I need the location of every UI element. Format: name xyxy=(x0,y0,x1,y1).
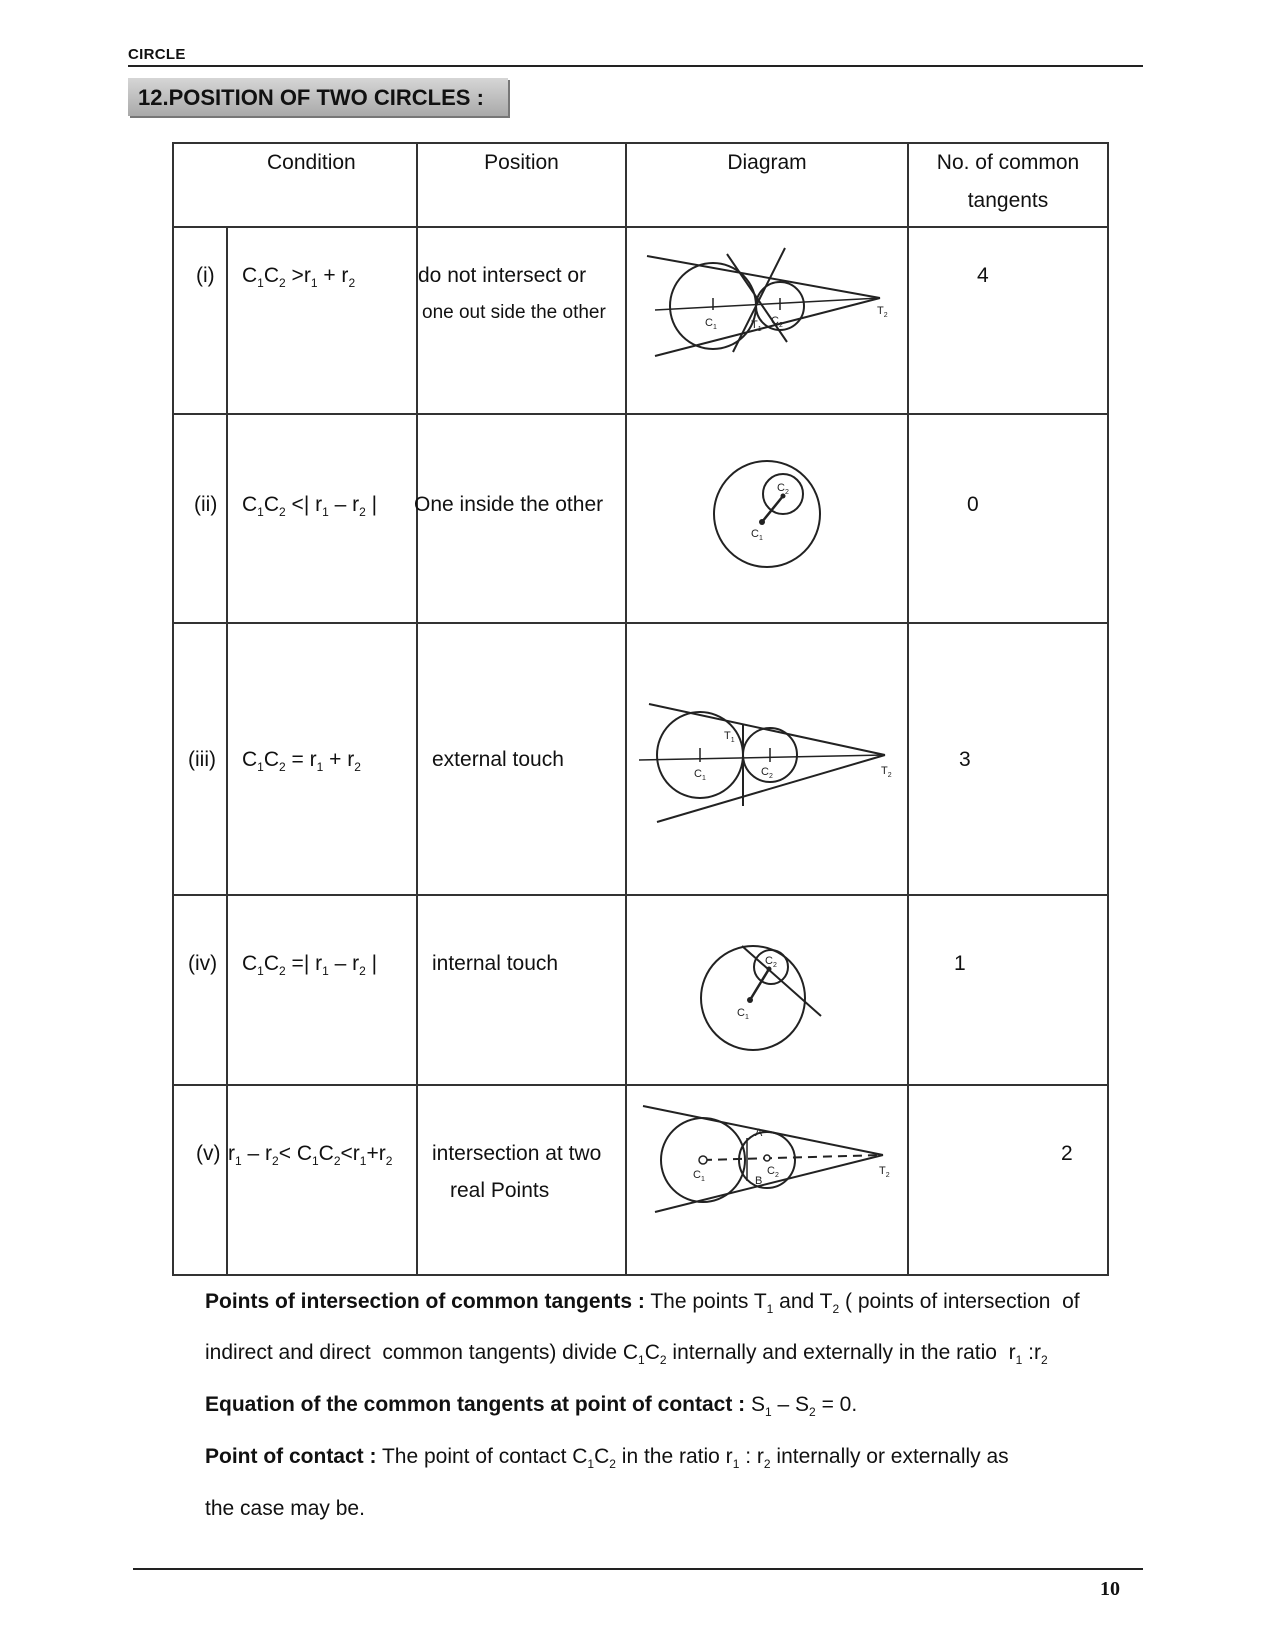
svg-text:A: A xyxy=(755,1127,763,1139)
svg-text:C2: $C_2$ xyxy=(767,1165,779,1179)
table-row xyxy=(173,1085,1108,1275)
section-title-box xyxy=(128,78,508,116)
note-intersection-line2: indirect and direct common tangents) divide $C_1C_2$ internally and externally in the ratio $r_1$ $:r_2$ xyxy=(205,1341,1048,1367)
table-row xyxy=(173,414,1108,623)
svg-text:T1: $T_1$ xyxy=(724,730,735,744)
page-number: 10 xyxy=(1100,1578,1120,1600)
svg-text:C1: $C_1$ xyxy=(693,1169,705,1183)
row-condition: $C_1C_2 >r_1 + r_2$ xyxy=(242,264,356,290)
note-contact-heading: Point of contact : xyxy=(205,1445,377,1468)
svg-text:C1: $C_1$ xyxy=(694,768,706,782)
svg-text:T2: $T_2$ xyxy=(879,1165,890,1179)
svg-text:B: B xyxy=(755,1175,763,1187)
header-tangents-line2: tangents xyxy=(967,189,1049,212)
position-table xyxy=(172,142,1109,1276)
row-position-line1: do not intersect or xyxy=(418,264,587,287)
row-position-line1: external touch xyxy=(432,748,564,771)
header-diagram: Diagram xyxy=(626,143,908,227)
header-tangents-line1: No. of common xyxy=(936,151,1080,174)
diagram-separate-circles xyxy=(627,228,907,408)
svg-text:C1: $C_1$ xyxy=(751,528,763,542)
svg-text:C2: $C_2$ xyxy=(761,766,773,780)
table-row xyxy=(173,623,1108,895)
table-row xyxy=(173,895,1108,1085)
row-position-line2: real Points xyxy=(450,1179,550,1202)
header-tangents xyxy=(908,143,1108,227)
note-contact-line2: the case may be. xyxy=(205,1497,365,1520)
row-condition: $C_1C_2 = r_1 + r_2$ xyxy=(242,748,361,774)
diagram-external-touch xyxy=(627,624,907,889)
note-equation-heading: Equation of the common tangents at point of contact : xyxy=(205,1393,746,1416)
footer-rule xyxy=(133,1568,1143,1570)
row-condition: $r_1 - r_2< C_1C_2<r_1+r_2$ xyxy=(228,1142,393,1168)
row-tangents: 4 xyxy=(977,264,989,287)
row-condition: $C_1C_2$ =| $r_1 - r_2$ | xyxy=(242,952,378,978)
svg-text:C1: $C_1$ xyxy=(705,317,717,331)
header-condition: Condition xyxy=(267,151,356,174)
row-tangents: 1 xyxy=(954,952,966,975)
row-tangents: 0 xyxy=(967,493,979,516)
row-position-line1: internal touch xyxy=(432,952,559,975)
svg-text:T1: $T_1$ xyxy=(751,319,762,333)
svg-text:T2: $T_2$ xyxy=(877,305,888,319)
row-position-line1: intersection at two xyxy=(432,1142,602,1165)
note-intersection-heading: Points of intersection of common tangents : xyxy=(205,1290,645,1313)
header-rule xyxy=(128,65,1143,67)
row-number: (iv) xyxy=(188,952,218,975)
row-tangents: 2 xyxy=(1061,1142,1073,1165)
note-equation: Equation of the common tangents at point of contact : $S_1 - S_2 = 0$. xyxy=(205,1393,858,1419)
svg-text:C2: $C_2$ xyxy=(771,315,783,329)
table-row xyxy=(173,227,1108,414)
row-number: (i) xyxy=(196,264,215,287)
row-number: (iii) xyxy=(188,748,216,771)
diagram-internal-touch xyxy=(627,896,907,1079)
section-title: 12.POSITION OF TWO CIRCLES : xyxy=(138,85,484,110)
row-position-line1: One inside the other xyxy=(414,493,604,516)
running-header: CIRCLE xyxy=(128,46,186,63)
diagram-one-inside-other xyxy=(627,415,907,617)
row-tangents: 3 xyxy=(959,748,971,771)
row-number: (ii) xyxy=(194,493,218,516)
svg-text:T2: $T_2$ xyxy=(881,765,892,779)
diagram-intersecting-circles xyxy=(627,1086,907,1269)
note-contact-line1: Point of contact : The point of contact $C_1C_2$ in the ratio $r_1$ : $r_2$ internally or externally as xyxy=(205,1445,1009,1471)
row-number: (v) xyxy=(196,1142,221,1165)
row-position-line2: one out side the other xyxy=(422,302,606,323)
row-condition: $C_1C_2$ <| $r_1 - r_2$ | xyxy=(242,493,378,519)
table-header-row xyxy=(173,143,1108,227)
note-intersection-line1: Points of intersection of common tangents : The points $T_1$ and $T_2$ ( points of intersection of xyxy=(205,1290,1080,1316)
header-position: Position xyxy=(417,143,626,227)
svg-text:C1: $C_1$ xyxy=(737,1007,749,1021)
svg-text:C2: $C_2$ xyxy=(777,482,789,496)
svg-text:C2: $C_2$ xyxy=(765,955,777,969)
